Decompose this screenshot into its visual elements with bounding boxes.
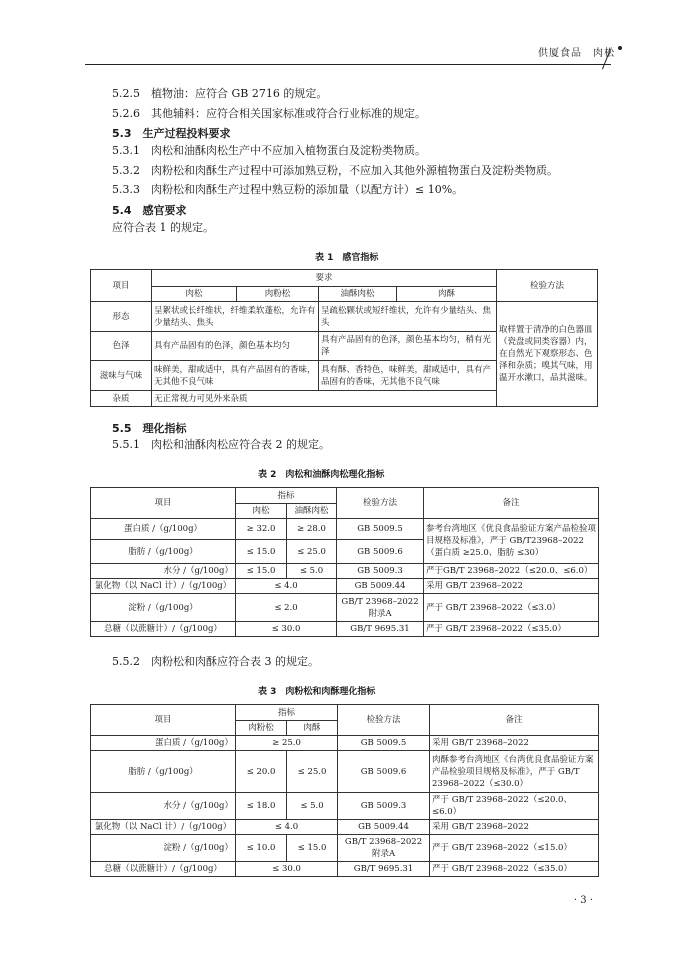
table3-row-label: 总糖（以蔗糖计）/（g/100g） xyxy=(91,862,236,877)
table2-row-label: 水分 /（g/100g） xyxy=(91,564,236,579)
table3-row-label: 蛋白质 /（g/100g） xyxy=(91,736,236,751)
table3-cell: ≤ 25.0 xyxy=(287,751,338,793)
table1-cell: 呈疏松颗状或短纤维状，允许有少量结头、焦头 xyxy=(319,302,497,332)
table1-cell: 具有产品固有的色泽，颜色基本均匀，稍有光泽 xyxy=(319,332,497,361)
table1-method-cell: 取样置于清净的白色器皿（瓷盘或同类容器）内，在自然光下观察形态、色泽和杂质；嗅其气味，用温开水漱口，品其滋味。 xyxy=(497,302,598,407)
table1-header-method: 检验方法 xyxy=(497,270,598,302)
table1-cell: 无正常视力可见外来杂质 xyxy=(152,391,497,407)
table1-cell: 具有产品固有的色泽，颜色基本均匀 xyxy=(152,332,319,361)
table2-row-label: 淀粉 /（g/100g） xyxy=(91,594,236,622)
table3-row-label: 氯化物（以 NaCl 计）/（g/100g） xyxy=(91,820,236,835)
section-heading-5-5: 5.5 理化指标 xyxy=(112,422,187,435)
table2-row-label: 总糖（以蔗糖计）/（g/100g） xyxy=(91,622,236,637)
table1-cell: 味鲜美，甜咸适中，具有产品固有的香味，无其他不良气味 xyxy=(152,361,319,391)
table3-cell: GB/T 23968–2022 附录A xyxy=(338,835,430,862)
clause-5-2-5: 5.2.5 植物油：应符合 GB 2716 的规定。 xyxy=(112,87,328,100)
paragraph-table1-ref: 应符合表 1 的规定。 xyxy=(112,221,214,234)
table3-cell: 严于 GB/T 23968–2022（≤15.0） xyxy=(430,835,599,862)
table1-row-label: 形态 xyxy=(91,302,152,332)
table2-row-label: 氯化物（以 NaCl 计）/（g/100g） xyxy=(91,579,236,594)
table1-caption: 表 1 感官指标 xyxy=(315,253,379,263)
table3-cell: GB 5009.6 xyxy=(338,751,430,793)
table1-header-item: 项目 xyxy=(91,270,152,302)
table2-cell: 采用 GB/T 23968–2022 xyxy=(424,579,599,594)
table2-row-label: 蛋白质 /（g/100g） xyxy=(91,519,236,540)
table3-row-label: 水分 /（g/100g） xyxy=(91,793,236,820)
table1-row-label: 滋味与气味 xyxy=(91,361,152,391)
table3-cell: ≤ 4.0 xyxy=(236,820,338,835)
table2-note-merged: 参考台湾地区《优良食品验证方案产品检验项目规格及标准》，严于 GB/T23968–2022（蛋白质 ≥25.0、脂肪 ≤30） xyxy=(424,519,599,564)
table3-cell: ≤ 15.0 xyxy=(287,835,338,862)
table2-cell: ≤ 30.0 xyxy=(236,622,337,637)
table3-caption: 表 3 肉粉松和肉酥理化指标 xyxy=(258,687,376,697)
table2-cell: ≤ 5.0 xyxy=(287,564,337,579)
table2-header-method: 检验方法 xyxy=(337,488,424,519)
table3-cell: GB 5009.3 xyxy=(338,793,430,820)
table3-cell: 采用 GB/T 23968–2022 xyxy=(430,736,599,751)
table1-row-label: 色泽 xyxy=(91,332,152,361)
table3-cell: 采用 GB/T 23968–2022 xyxy=(430,820,599,835)
table3-cell: ≤ 20.0 xyxy=(236,751,287,793)
table3-cell: ≥ 25.0 xyxy=(236,736,338,751)
table3-cell: GB 5009.5 xyxy=(338,736,430,751)
header-dot-mark xyxy=(618,46,622,50)
table2-cell: ≥ 32.0 xyxy=(236,519,287,540)
clause-5-5-2: 5.5.2 肉粉松和肉酥应符合表 3 的规定。 xyxy=(112,655,319,668)
page-header xyxy=(0,0,681,70)
table3-cell: 严于 GB/T 23968–2022（≤35.0） xyxy=(430,862,599,877)
table1-col-rousu: 肉酥 xyxy=(397,287,497,302)
table2-cell: GB/T 23968–2022 附录A xyxy=(337,594,424,622)
table1-col-rousong: 肉松 xyxy=(152,287,237,302)
table2-cell: 严于 GB/T 23968–2022（≤35.0） xyxy=(424,622,599,637)
table1-col-roufensong: 肉粉松 xyxy=(237,287,319,302)
table2-cell: 严于GB/T 23968–2022（≤20.0、≤6.0） xyxy=(424,564,599,579)
table2-cell: GB 5009.6 xyxy=(337,540,424,564)
table3-col-roufensong: 肉粉松 xyxy=(236,721,287,736)
table2-cell: ≤ 25.0 xyxy=(287,540,337,564)
table3-cell: ≤ 30.0 xyxy=(236,862,338,877)
table2-col-rousong: 肉松 xyxy=(236,504,287,519)
table1-row-label: 杂质 xyxy=(91,391,152,407)
table2-cell: ≤ 4.0 xyxy=(236,579,337,594)
table1-cell: 呈絮状或长纤维状，纤维柔软蓬松，允许有少量结头、焦头 xyxy=(152,302,319,332)
table1-col-yousurousong: 油酥肉松 xyxy=(319,287,397,302)
table3-cell: ≤ 10.0 xyxy=(236,835,287,862)
clause-5-3-3: 5.3.3 肉粉松和肉酥生产过程中熟豆粉的添加量（以配方计）≤ 10%。 xyxy=(112,183,464,196)
table3-cell: 严于 GB/T 23968–2022（≤20.0、≤6.0） xyxy=(430,793,599,820)
table2-header-item: 项目 xyxy=(91,488,236,519)
table3-row-label: 脂肪 /（g/100g） xyxy=(91,751,236,793)
table2-cell: ≤ 2.0 xyxy=(236,594,337,622)
table3-cell: GB/T 9695.31 xyxy=(338,862,430,877)
header-rule xyxy=(85,64,611,65)
table3-row-label: 淀粉 /（g/100g） xyxy=(91,835,236,862)
page-number: · 3 · xyxy=(573,895,593,906)
clause-5-3-2: 5.3.2 肉粉松和肉酥生产过程中可添加熟豆粉，不应加入其他外源植物蛋白及淀粉类物质。 xyxy=(112,164,558,177)
section-heading-5-4: 5.4 感官要求 xyxy=(112,204,187,217)
clause-5-3-1: 5.3.1 肉松和油酥肉松生产中不应加入植物蛋白及淀粉类物质。 xyxy=(112,144,426,157)
table2-cell: ≤ 15.0 xyxy=(236,564,287,579)
table3-col-rousu: 肉酥 xyxy=(287,721,338,736)
table2-caption: 表 2 肉松和油酥肉松理化指标 xyxy=(258,470,385,480)
table-sensory xyxy=(90,269,598,407)
clause-5-5-1: 5.5.1 肉松和油酥肉松应符合表 2 的规定。 xyxy=(112,438,330,451)
table3-header-note: 备注 xyxy=(430,705,599,736)
table3-cell: ≤ 5.0 xyxy=(287,793,338,820)
table-physicochemical-2 xyxy=(90,704,599,877)
table2-cell: GB/T 9695.31 xyxy=(337,622,424,637)
table2-cell: GB 5009.3 xyxy=(337,564,424,579)
table1-cell: 具有酥、香特色，味鲜美，甜咸适中，具有产品固有的香味，无其他不良气味 xyxy=(319,361,497,391)
table-physicochemical-1 xyxy=(90,487,599,637)
table2-cell: GB 5009.5 xyxy=(337,519,424,540)
table3-cell: 肉酥参考台湾地区《台湾优良食品验证方案产品检验项目规格及标准》，严于 GB/T 23968–2022（≤30.0） xyxy=(430,751,599,793)
section-heading-5-3: 5.3 生产过程投料要求 xyxy=(112,127,231,140)
table3-cell: GB 5009.44 xyxy=(338,820,430,835)
clause-5-2-6: 5.2.6 其他辅料：应符合相关国家标准或符合行业标准的规定。 xyxy=(112,107,426,120)
table3-header-item: 项目 xyxy=(91,705,236,736)
table3-header-method: 检验方法 xyxy=(338,705,430,736)
table2-header-index: 指标 xyxy=(236,488,337,504)
table1-header-requirement: 要求 xyxy=(152,270,497,287)
table2-header-note: 备注 xyxy=(424,488,599,519)
table3-cell: ≤ 18.0 xyxy=(236,793,287,820)
table2-cell: ≤ 15.0 xyxy=(236,540,287,564)
table2-cell: 严于 GB/T 23968–2022（≤3.0） xyxy=(424,594,599,622)
table2-cell: ≥ 28.0 xyxy=(287,519,337,540)
table2-row-label: 脂肪 /（g/100g） xyxy=(91,540,236,564)
table2-cell: GB 5009.44 xyxy=(337,579,424,594)
header-title: 供厦食品 肉松 xyxy=(538,48,615,59)
table3-header-index: 指标 xyxy=(236,705,338,721)
table2-col-yousurousong: 油酥肉松 xyxy=(287,504,337,519)
